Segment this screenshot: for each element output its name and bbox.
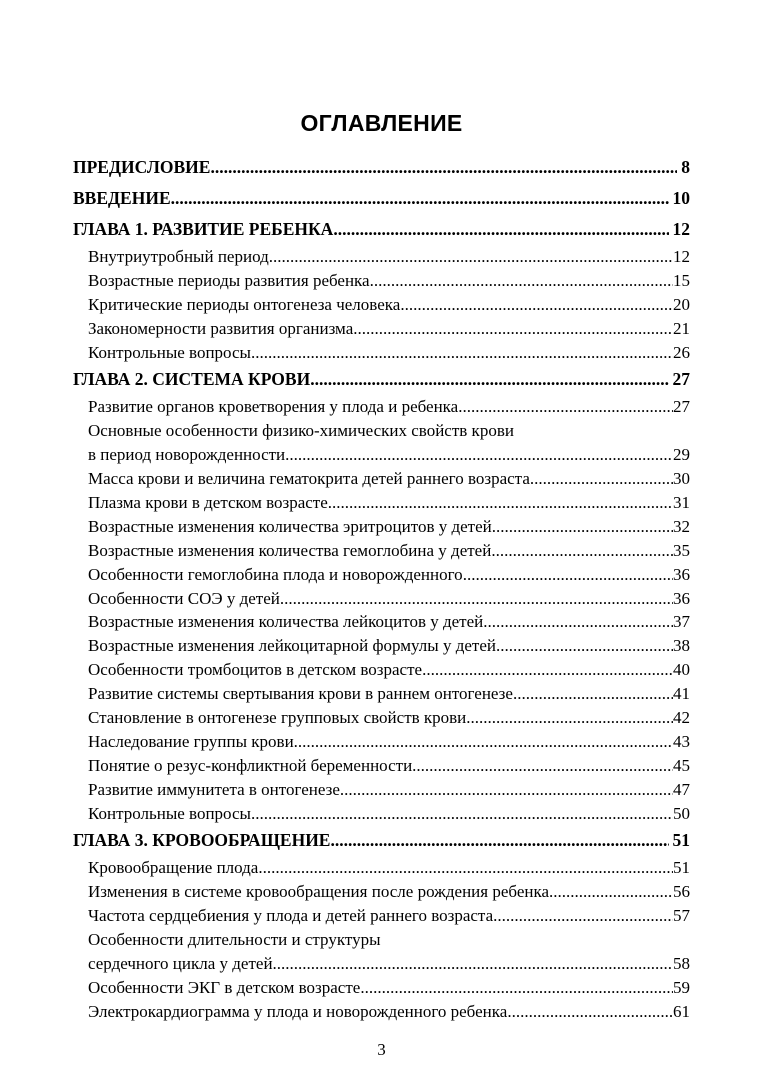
- toc-entry-title: Закономерности развития организма: [88, 318, 354, 338]
- toc-section-entry: [73, 515, 690, 539]
- toc-section-entry: [73, 634, 690, 658]
- toc-entry-page: 32: [673, 516, 690, 536]
- toc-chapter-entry: [73, 214, 690, 245]
- toc-entry-page: 38: [673, 636, 690, 656]
- toc-entry-title: Плазма крови в детском возрасте: [88, 493, 328, 513]
- toc-section-entry: [73, 245, 690, 269]
- toc-section-entry: [73, 706, 690, 730]
- toc-dot-leader: [269, 245, 673, 269]
- toc-dot-leader: [493, 904, 673, 928]
- toc-entry-page: 50: [673, 803, 690, 823]
- toc-entry-page: 41: [673, 684, 690, 704]
- toc-section-entry: [73, 754, 690, 778]
- toc-dot-leader: [370, 269, 673, 293]
- toc-entry-title: Особенности ЭКГ в детском возрасте: [88, 977, 361, 997]
- toc-entry-title: Возрастные изменения количества гемоглобина у детей: [88, 540, 492, 560]
- toc-dot-leader: [340, 778, 673, 802]
- toc-entry-page: 15: [673, 270, 690, 290]
- toc-entry-title: Возрастные периоды развития ребенка: [88, 270, 370, 290]
- toc-entry-title: Развитие системы свертывания крови в раннем онтогенезе: [88, 684, 513, 704]
- toc-dot-leader: [353, 317, 673, 341]
- toc-dot-leader: [258, 856, 673, 880]
- toc-entry-title: Особенности гемоглобина плода и новорожденного: [88, 564, 463, 584]
- toc-section-entry: [73, 443, 690, 467]
- toc-dot-leader: [333, 214, 668, 245]
- toc-dot-leader: [463, 563, 673, 587]
- toc-section-entry: [73, 802, 690, 826]
- toc-section-entry: [73, 491, 690, 515]
- toc-section-entry: [73, 269, 690, 293]
- toc-section-entry: [73, 952, 690, 976]
- toc-section-entry: [73, 293, 690, 317]
- toc-entry-title: ГЛАВА 2. СИСТЕМА КРОВИ: [73, 369, 311, 390]
- toc-entry-page: 30: [673, 469, 690, 489]
- toc-entry-page: 61: [673, 1001, 690, 1021]
- toc-entry-title: Кровообращение плода: [88, 858, 259, 878]
- toc-section-entry: [73, 317, 690, 341]
- toc-entry-text-line: Основные особенности физико-химических свойств крови: [88, 421, 514, 441]
- toc-entry-page: 51: [672, 830, 690, 851]
- toc-entry-title: Становление в онтогенезе групповых свойств крови: [88, 708, 467, 728]
- toc-entry-title: Наследование группы крови: [88, 731, 294, 751]
- toc-entry-page: 57: [673, 906, 690, 926]
- toc-dot-leader: [360, 976, 673, 1000]
- toc-entry-page: 10: [672, 188, 690, 208]
- toc-chapter-entry: [73, 825, 690, 856]
- toc-section-entry: [73, 563, 690, 587]
- toc-section-entry: [73, 610, 690, 634]
- page-number: 3: [377, 1040, 386, 1059]
- toc-section-entry: [73, 682, 690, 706]
- toc-entry-page: 43: [673, 731, 690, 751]
- toc-dot-leader: [496, 634, 673, 658]
- toc-chapter-entry: [73, 183, 690, 214]
- toc-dot-leader: [310, 364, 668, 395]
- toc-section-entry: [73, 467, 690, 491]
- toc-entry-page: 26: [673, 342, 690, 362]
- toc-entry-page: 29: [673, 445, 690, 465]
- toc-entry-title: Особенности тромбоцитов в детском возрасте: [88, 660, 423, 680]
- toc-entry-page: 58: [673, 954, 690, 974]
- toc-dot-leader: [251, 341, 673, 365]
- toc-section-entry: [73, 395, 690, 419]
- toc-dot-leader: [294, 730, 673, 754]
- toc-entry-page: 8: [681, 157, 690, 177]
- toc-section-entry: [73, 341, 690, 365]
- toc-dot-leader: [507, 1000, 673, 1024]
- toc-entry-page: 27: [673, 397, 690, 417]
- toc-section-entry: [73, 658, 690, 682]
- toc-section-entry: [73, 539, 690, 563]
- toc-dot-leader: [251, 802, 673, 826]
- toc-entry-page: 40: [673, 660, 690, 680]
- toc-dot-leader: [171, 183, 669, 214]
- toc-dot-leader: [458, 395, 673, 419]
- toc-dot-leader: [328, 491, 673, 515]
- toc-dot-leader: [273, 952, 673, 976]
- toc-entry-title: ГЛАВА 1. РАЗВИТИЕ РЕБЕНКА: [73, 219, 334, 239]
- toc-entry-title: в период новорожденности: [88, 445, 286, 465]
- toc-dot-leader: [483, 610, 673, 634]
- toc-entry-title: сердечного цикла у детей: [88, 954, 273, 974]
- toc-section-entry: [73, 587, 690, 611]
- table-of-contents: [73, 152, 690, 1024]
- toc-entry-title: Возрастные изменения количества эритроцитов у детей: [88, 516, 492, 536]
- toc-entry-page: 35: [673, 540, 690, 560]
- toc-entry-title: Контрольные вопросы: [88, 803, 251, 823]
- toc-dot-leader: [330, 825, 668, 856]
- toc-section-entry: [73, 856, 690, 880]
- toc-section-entry: [73, 976, 690, 1000]
- toc-entry-page: 42: [673, 708, 690, 728]
- toc-entry-page: 59: [673, 977, 690, 997]
- toc-entry-title: Контрольные вопросы: [88, 342, 251, 362]
- toc-dot-leader: [492, 515, 673, 539]
- toc-dot-leader: [285, 443, 673, 467]
- toc-entry-page: 36: [673, 588, 690, 608]
- page-title: ОГЛАВЛЕНИЕ: [300, 110, 463, 136]
- toc-entry-page: 56: [673, 882, 690, 902]
- toc-entry-title: ГЛАВА 3. КРОВООБРАЩЕНИЕ: [73, 830, 331, 851]
- toc-dot-leader: [400, 293, 673, 317]
- toc-dot-leader: [513, 682, 673, 706]
- toc-entry-page: 12: [673, 247, 690, 266]
- toc-entry-title: Электрокардиограмма у плода и новорожденного ребенка: [88, 1001, 508, 1021]
- toc-entry-page: 36: [673, 564, 690, 584]
- toc-chapter-entry: [73, 152, 690, 183]
- toc-entry-page: 12: [672, 219, 690, 239]
- toc-entry-title: ВВЕДЕНИЕ: [73, 188, 171, 208]
- toc-section-entry: [73, 730, 690, 754]
- toc-dot-leader: [210, 152, 677, 183]
- toc-entry-title: Масса крови и величина гематокрита детей раннего возраста: [88, 469, 530, 489]
- toc-entry-page: 27: [672, 369, 690, 390]
- toc-chapter-entry: [73, 364, 690, 395]
- toc-dot-leader: [491, 539, 673, 563]
- toc-entry-page: 45: [673, 755, 690, 775]
- toc-dot-leader: [412, 754, 673, 778]
- toc-dot-leader: [549, 880, 673, 904]
- toc-entry-page: 20: [673, 294, 690, 314]
- toc-dot-leader: [466, 706, 673, 730]
- toc-entry-title: ПРЕДИСЛОВИЕ: [73, 157, 211, 177]
- toc-entry-title: Критические периоды онтогенеза человека: [88, 294, 401, 314]
- toc-dot-leader: [280, 587, 673, 611]
- toc-section-entry: [73, 880, 690, 904]
- toc-entry-page: 21: [673, 318, 690, 338]
- toc-section-entry: [73, 778, 690, 802]
- toc-entry-title: Внутриутробный период: [88, 247, 269, 266]
- toc-entry-title: Возрастные изменения лейкоцитарной формулы у детей: [88, 636, 496, 656]
- toc-section-entry: [73, 1000, 690, 1024]
- toc-entry-page: 37: [673, 612, 690, 632]
- toc-dot-leader: [530, 467, 673, 491]
- toc-entry-title: Особенности СОЭ у детей: [88, 588, 280, 608]
- toc-entry-page: 51: [673, 858, 690, 878]
- toc-entry-page: 47: [673, 779, 690, 799]
- toc-entry-title: Изменения в системе кровообращения после рождения ребенка: [88, 882, 550, 902]
- toc-dot-leader: [422, 658, 673, 682]
- toc-entry-title: Возрастные изменения количества лейкоцитов у детей: [88, 612, 484, 632]
- toc-section-entry: [73, 904, 690, 928]
- toc-entry-title: Частота сердцебиения у плода и детей раннего возраста: [88, 906, 494, 926]
- toc-entry-page: 31: [673, 493, 690, 513]
- toc-entry-title: Развитие иммунитета в онтогенезе: [88, 779, 340, 799]
- toc-entry-title: Понятие о резус-конфликтной беременности: [88, 755, 413, 775]
- toc-entry-text-line: Особенности длительности и структуры: [88, 930, 381, 950]
- toc-entry-title: Развитие органов кроветворения у плода и ребенка: [88, 397, 459, 417]
